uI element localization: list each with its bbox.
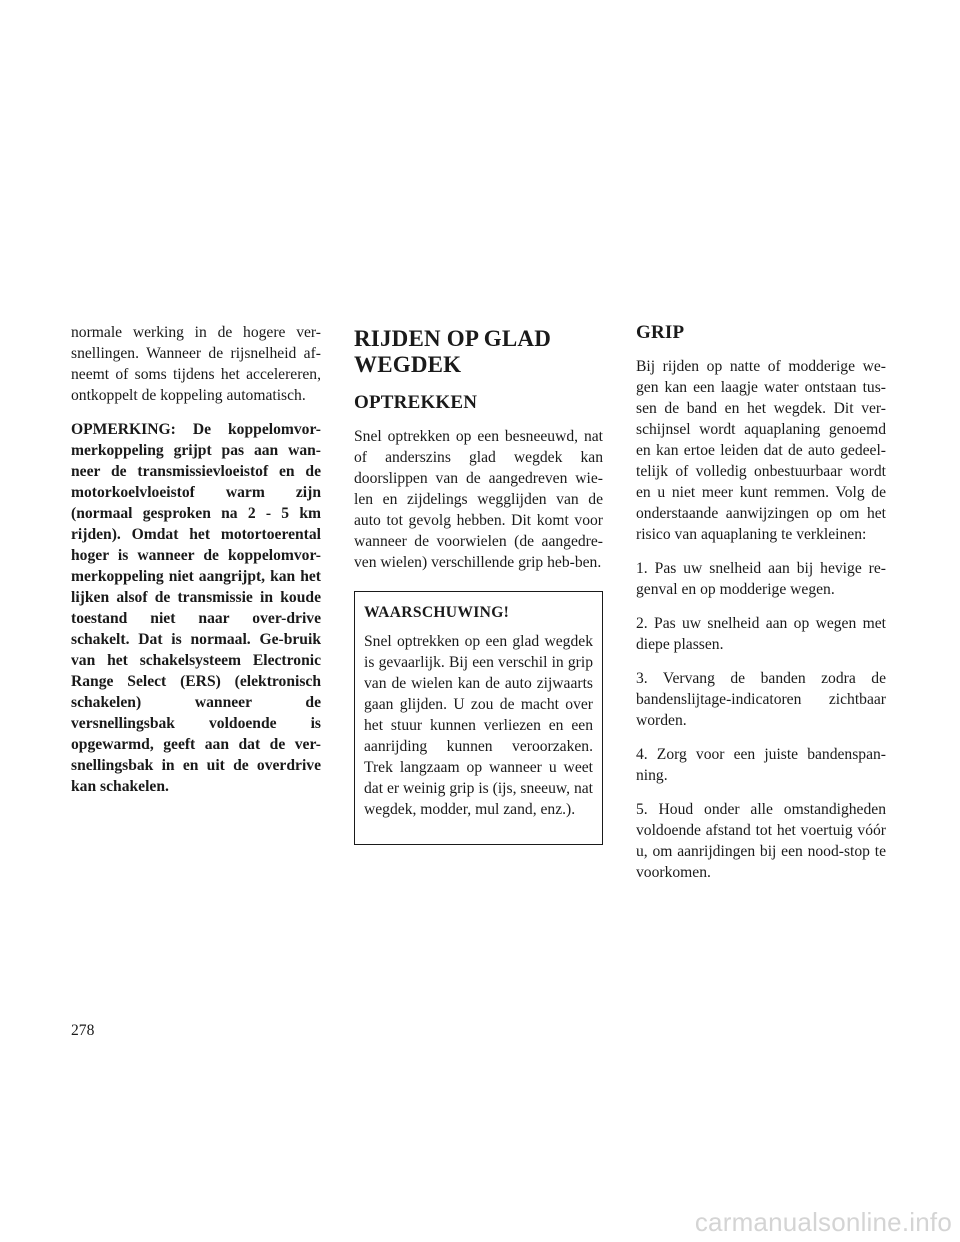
- list-item: 2. Pas uw snelheid aan op wegen met diepe plassen.: [636, 615, 886, 653]
- paragraph-grip: Bij rijden op natte of modderige we-gen kan een laagje water ontstaan tus-sen de band en het wegdek. Dit ver-schijnsel wordt aquaplaning genoemd en kan ertoe leiden dat de auto gedeel-telijk of volledig onbestuurbaar wordt en u niet meer kunt remmen. Volg de onderstaande aanwijzingen op om het risico van aquaplaning te verkleinen:: [636, 358, 886, 543]
- page-number: 278: [71, 1022, 95, 1039]
- warning-text: Snel optrekken op een glad wegdek is gevaarlijk. Bij een verschil in grip van de wielen kan de auto zijwaarts gaan glijden. U zou de macht over het stuur kunnen verliezen en een aanrijding kunnen veroorzaken. Trek langzaam op wanneer u weet dat er weinig grip is (ijs, sneeuw, nat wegdek, modder, mul zand, enz.).: [364, 633, 593, 818]
- list-item: 5. Houd onder alle omstandigheden voldoende afstand tot het voertuig vóór u, om aanrijdingen bij een nood-stop te voorkomen.: [636, 801, 886, 881]
- section-title-line1: RIJDEN OP GLAD: [354, 326, 552, 351]
- column-right: [636, 322, 886, 896]
- list-item: 3. Vervang de banden zodra de bandenslijtage-indicatoren zichtbaar worden.: [636, 670, 886, 729]
- subsection-title-grip: GRIP: [636, 322, 685, 343]
- paragraph-intro: normale werking in de hogere ver-snellingen. Wanneer de rijsnelheid af-neemt of soms tijdens het accelereren, ontkoppelt de koppeling automatisch.: [71, 324, 321, 404]
- subsection-title-optrekken: OPTREKKEN: [354, 392, 478, 413]
- section-title-line2: WEGDEK: [354, 352, 462, 377]
- note-paragraph: OPMERKING: De koppelomvor-merkoppeling grijpt pas aan wan-neer de transmissievloeistof en de motorkoelvloeistof warm zijn (normaal gesproken na 2 - 5 km rijden). Omdat het motortoerental hoger is wanneer de koppelomvor-merkoppeling niet aangrijpt, kan het lijken alsof de transmissie in koude toestand niet naar over-drive schakelt. Dat is normaal. Ge-bruik van het schakelsysteem Electronic Range Select (ERS) (elektronisch schakelen) wanneer de versnellingsbak voldoende is opgewarmd, geeft aan dat de ver-snellingsbak in en uit de overdrive kan schakelen.: [71, 421, 321, 795]
- list-item: 4. Zorg voor een juiste bandenspan-ning.: [636, 746, 886, 784]
- column-left: [71, 322, 321, 810]
- column-middle: [354, 322, 603, 845]
- warning-box: [354, 591, 603, 845]
- warning-title: WAARSCHUWING!: [364, 604, 510, 621]
- watermark: carmanualsonline.info: [694, 1207, 952, 1237]
- section-title: [354, 326, 603, 378]
- paragraph-optrekken: Snel optrekken op een besneeuwd, nat of anderszins glad wegdek kan doorslippen van de aangedreven wie-len en zijdelings wegglijden van de auto tot gevolg hebben. Dit komt voor wanneer de voorwielen (de aangedre-ven wielen) verschillende grip heb-ben.: [354, 428, 603, 571]
- list-item: 1. Pas uw snelheid aan bij hevige re-genval en op modderige wegen.: [636, 560, 886, 598]
